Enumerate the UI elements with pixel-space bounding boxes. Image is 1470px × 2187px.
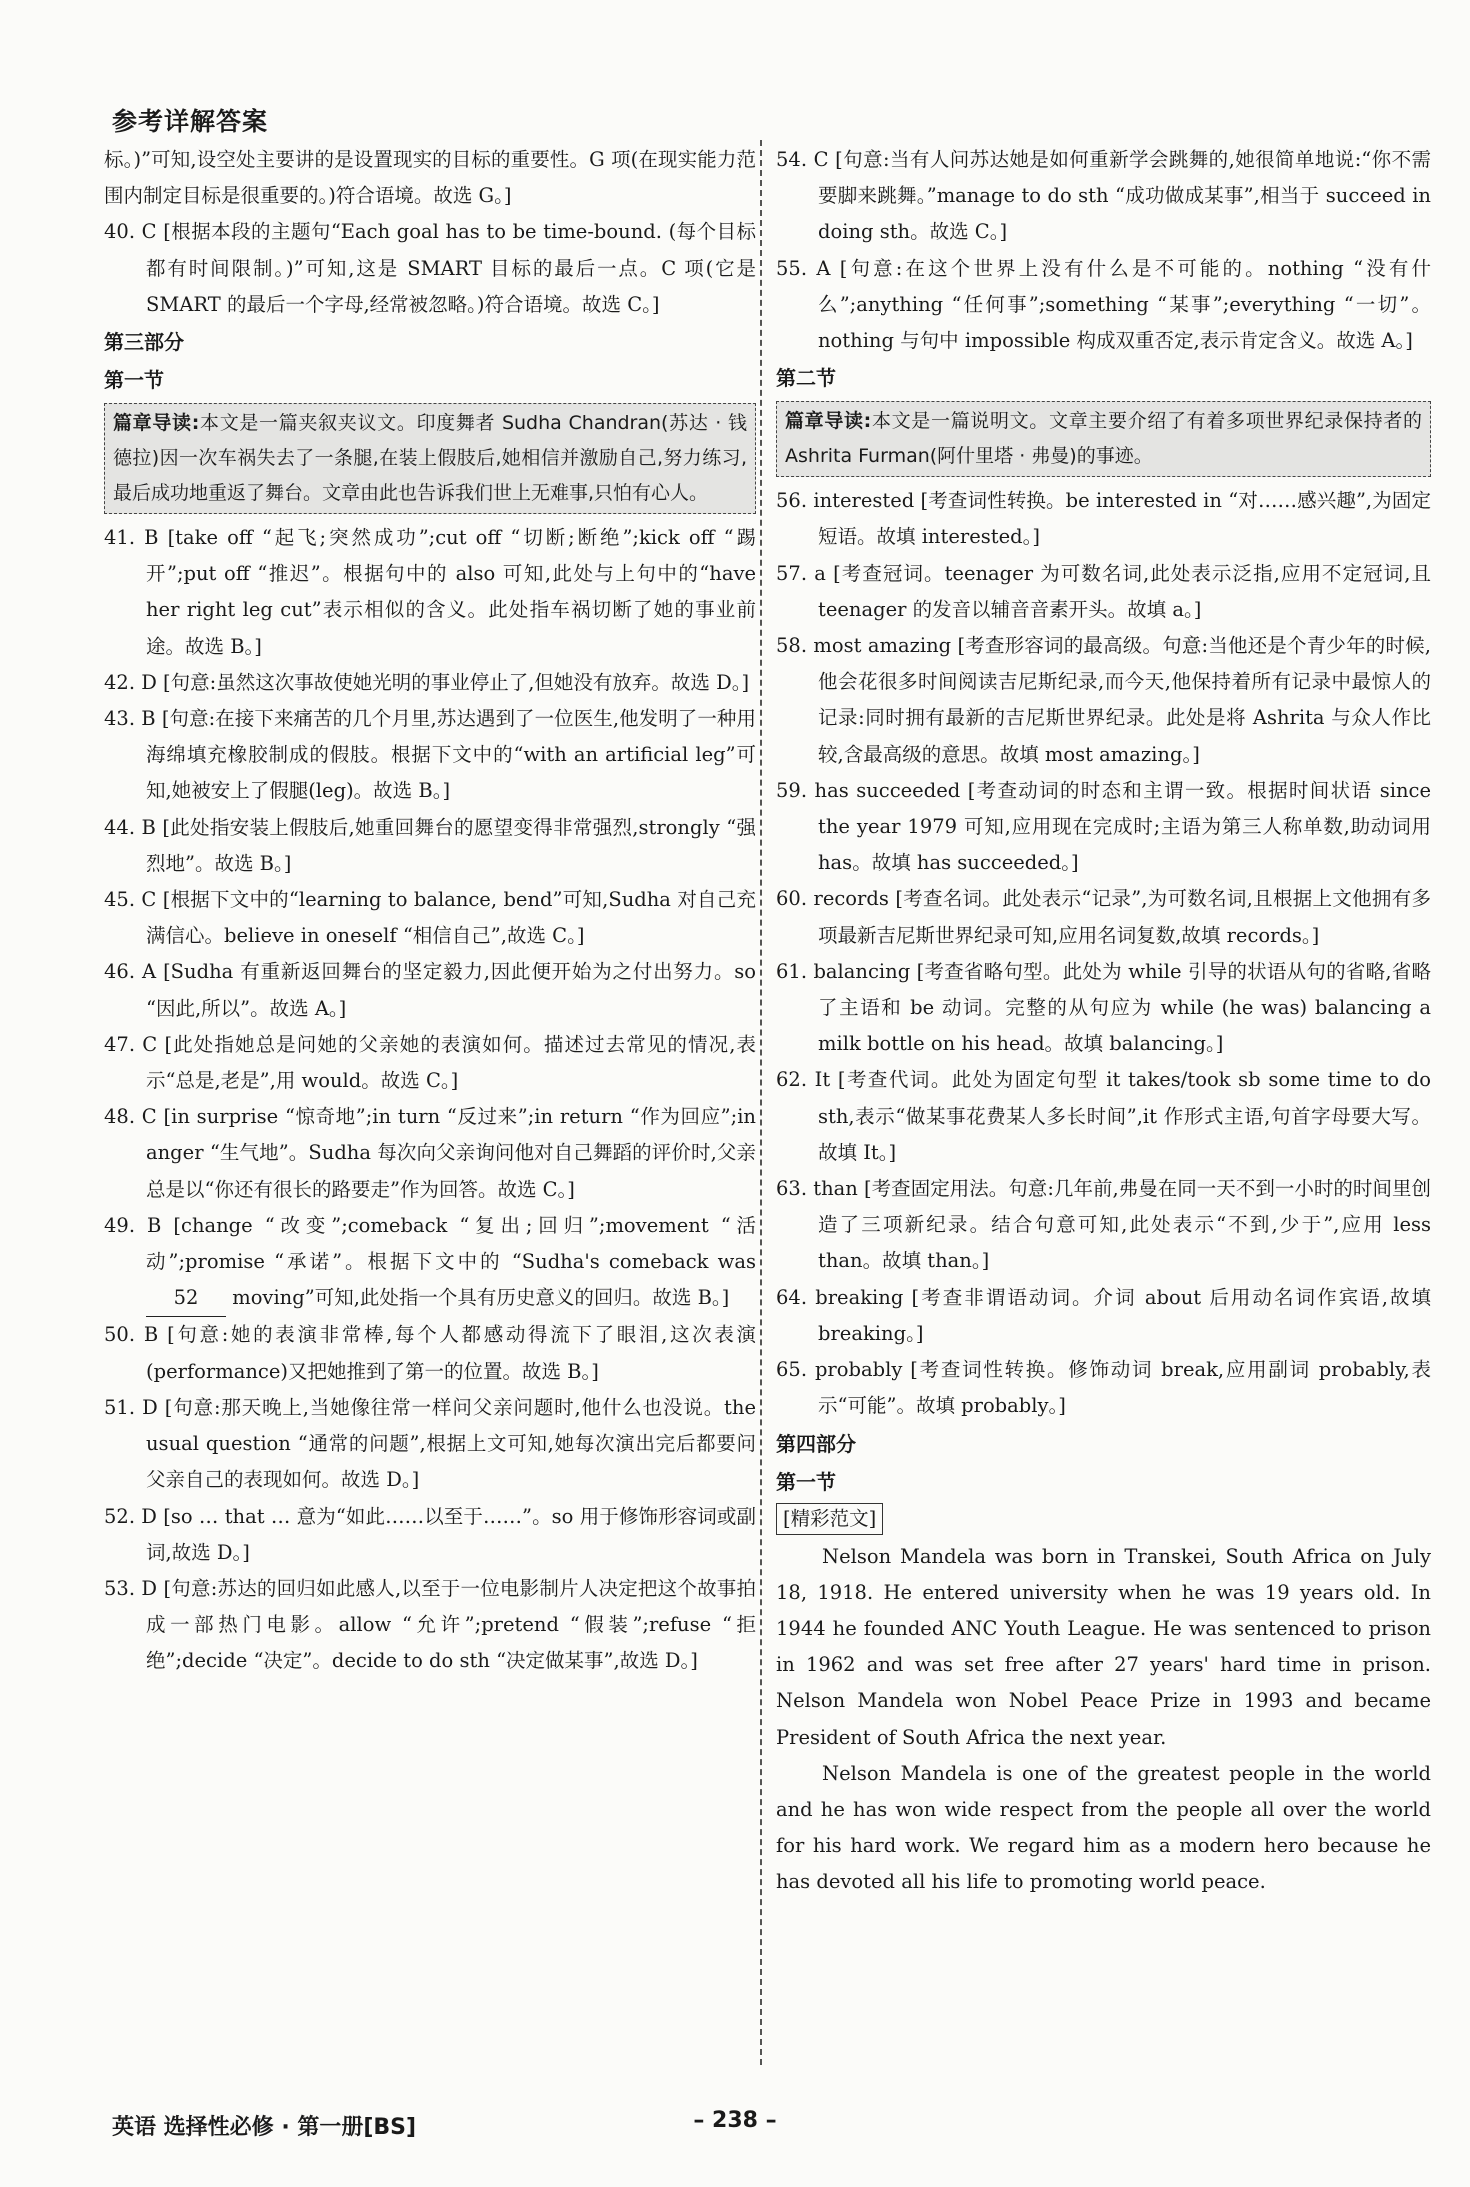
section-heading: 第二节	[776, 366, 836, 391]
left-column	[104, 142, 756, 1680]
essay-block	[776, 1539, 1431, 1756]
passage-guide-box	[104, 403, 756, 514]
answer-item: 52. D [so … that … 意为“如此……以至于……”。so 用于修饰形容词或副词,故选 D。]	[104, 1504, 756, 1564]
answer-item: 56. interested [考查词性转换。be interested in “对……感兴趣”,为固定短语。故填 interested。]	[776, 489, 1431, 549]
answer-item: 63. than [考查固定用法。句意:几年前,弗曼在同一天不到一小时的时间里创造了三项新纪录。结合句意可知,此处表示“不到,少于”,应用 less than。故填 than。]	[776, 1177, 1431, 1273]
passage-guide-box	[776, 401, 1431, 477]
model-essay-label: [精彩范文]	[776, 1503, 883, 1535]
answer-text: moving”可知,此处指一个具有历史意义的回归。故选 B。]	[226, 1286, 730, 1310]
answer-item: 54. C [句意:当有人问苏达她是如何重新学会跳舞的,她很简单地说:“你不需要脚来跳舞。”manage to do sth “成功做成某事”,相当于 succeed in doing sth。故选 C。]	[776, 148, 1431, 244]
answer-item	[104, 1208, 756, 1318]
answer-item: 61. balancing [考查省略句型。此处为 while 引导的状语从句的省略,省略了主语和 be 动词。完整的从句应为 while (he was) balancing a milk bottle on his head。故填 balancing。]	[776, 959, 1431, 1056]
answer-item: 41. B [take off “起飞;突然成功”;cut off “切断;断绝”;kick off “踢开”;put off “推迟”。根据句中的 also 可知,此处与上句中的“have her right leg cut”表示相似的含义。此处指车祸切断了她的事业前途。故选 B。]	[104, 526, 756, 658]
answer-item: 45. C [根据下文中的“learning to balance, bend”可知,Sudha 对自己充满信心。believe in oneself “相信自己”,故选 C。]	[104, 888, 756, 948]
answer-item: 标。)”可知,设空处主要讲的是设置现实的目标的重要性。G 项(在现实能力范围内制定目标是很重要的。)符合语境。故选 G。]	[104, 148, 756, 208]
section-heading: 第四部分	[776, 1431, 856, 1456]
answer-item: 58. most amazing [考查形容词的最高级。句意:当他还是个青少年的时候,他会花很多时间阅读吉尼斯纪录,而今天,他保持着所有记录中最惊人的记录:同时拥有最新的吉尼斯世界纪录。此处是将 Ashrita 与众人作比较,含最高级的意思。故填 most amazing。]	[776, 634, 1431, 766]
footer-book-title: 英语 选择性必修 · 第一册[BS]	[112, 2115, 417, 2140]
answer-text: 49. B [change “改变”;comeback “复出;回归”;movement “活动”;promise “承诺”。根据下文中的 “Sudha's comeback was	[104, 1213, 756, 1274]
answer-item: 51. D [句意:那天晚上,当她像往常一样问父亲问题时,他什么也没说。the usual question “通常的问题”,根据上文可知,她每次演出完后都要问父亲自己的表现如何。故选 D。]	[104, 1395, 756, 1492]
essay-block	[776, 1756, 1431, 1901]
answer-item: 55. A [句意:在这个世界上没有什么是不可能的。nothing “没有什么”;anything “任何事”;something “某事”;everything “一切”。nothing 与句中 impossible 构成双重否定,表示肯定含义。故选 A。]	[776, 256, 1431, 353]
essay-paragraph: Nelson Mandela was born in Transkei, South Africa on July 18, 1918. He entered university when he was 19 years old. In 1944 he founded ANC Youth League. He was sentenced to prison in 1962 and was set free after 27 years' hard time in prison. Nelson Mandela won Nobel Peace Prize in 1993 and became President of South Africa the next year.	[776, 1544, 1431, 1749]
passage-guide-label: 篇章导读:	[785, 410, 872, 433]
passage-guide-text: 本文是一篇说明文。文章主要介绍了有着多项世界纪录保持者的 Ashrita Furman(阿什里塔 · 弗曼)的事迹。	[785, 410, 1422, 468]
section-heading: 第三部分	[104, 330, 184, 355]
answer-item: 42. D [句意:虽然这次事故使她光明的事业停止了,但她没有放弃。故选 D。]	[104, 670, 750, 694]
answer-item: 47. C [此处指她总是问她的父亲她的表演如何。描述过去常见的情况,表示“总是,老是”,用 would。故选 C。]	[104, 1032, 756, 1093]
essay-paragraph: Nelson Mandela is one of the greatest people in the world and he has won wide respect from the people all over the world for his hard work. We regard him as a modern hero because he has devoted all his life to promoting world peace.	[776, 1761, 1431, 1894]
section-heading: 第一节	[776, 1469, 836, 1494]
answer-item: 43. B [句意:在接下来痛苦的几个月里,苏达遇到了一位医生,他发明了一种用海绵填充橡胶制成的假肢。根据下文中的“with an artificial leg”可知,她被安上了假腿(leg)。故选 B。]	[104, 707, 756, 803]
answer-item: 46. A [Sudha 有重新返回舞台的坚定毅力,因此便开始为之付出努力。so “因此,所以”。故选 A。]	[104, 960, 756, 1020]
answer-blank: 52	[146, 1280, 226, 1317]
passage-guide-label: 篇章导读:	[113, 412, 200, 435]
answer-item: 57. a [考查冠词。teenager 为可数名词,此处表示泛指,应用不定冠词,且 teenager 的发音以辅音音素开头。故填 a。]	[776, 561, 1431, 621]
answer-item: 65. probably [考查词性转换。修饰动词 break,应用副词 probably,表示“可能”。故填 probably。]	[776, 1358, 1431, 1418]
right-column	[776, 142, 1431, 1901]
page-header-title: 参考详解答案	[112, 107, 269, 136]
answer-item: 44. B [此处指安装上假肢后,她重回舞台的愿望变得非常强烈,strongly “强烈地”。故选 B。]	[104, 815, 756, 875]
answer-item: 59. has succeeded [考查动词的时态和主谓一致。根据时间状语 since the year 1979 可知,应用现在完成时;主语为第三人称单数,助动词用 has。故填 has succeeded。]	[776, 778, 1431, 875]
model-essay-label-row	[776, 1501, 1431, 1539]
page-number: – 238 –	[693, 2108, 777, 2133]
answer-item: 40. C [根据本段的主题句“Each goal has to be time-bound. (每个目标都有时间限制。)”可知,这是 SMART 目标的最后一点。C 项(它是 SMART 的最后一个字母,经常被忽略。)符合语境。故选 C。]	[104, 220, 756, 316]
answer-item: 53. D [句意:苏达的回归如此感人,以至于一位电影制片人决定把这个故事拍成一部热门电影。allow “允许”;pretend “假装”;refuse “拒绝”;decide “决定”。decide to do sth “决定做某事”,故选 D。]	[104, 1576, 756, 1673]
answer-item: 48. C [in surprise “惊奇地”;in turn “反过来”;in return “作为回应”;in anger “生气地”。Sudha 每次向父亲询问他对自己舞蹈的评价时,父亲总是以“你还有很长的路要走”作为回答。故选 C。]	[104, 1105, 756, 1201]
section-heading: 第一节	[104, 368, 164, 393]
answer-item: 60. records [考查名词。此处表示“记录”,为可数名词,且根据上文他拥有多项最新吉尼斯世界纪录可知,应用名词复数,故填 records。]	[776, 887, 1431, 947]
answer-item: 50. B [句意:她的表演非常棒,每个人都感动得流下了眼泪,这次表演(performance)又把她推到了第一的位置。故选 B。]	[104, 1323, 756, 1383]
answer-item: 62. It [考查代词。此处为固定句型 it takes/took sb some time to do sth,表示“做某事花费某人多长时间”,it 作形式主语,句首字母要大写。故填 It。]	[776, 1068, 1431, 1164]
passage-guide-text: 本文是一篇夹叙夹议文。印度舞者 Sudha Chandran(苏达 · 钱德拉)因一次车祸失去了一条腿,在装上假肢后,她相信并激励自己,努力练习,最后成功地重返了舞台。文章由此也告诉我们世上无难事,只怕有心人。	[113, 412, 747, 505]
column-divider	[760, 140, 762, 2065]
answer-item: 64. breaking [考查非谓语动词。介词 about 后用动名词作宾语,故填 breaking。]	[776, 1285, 1431, 1345]
